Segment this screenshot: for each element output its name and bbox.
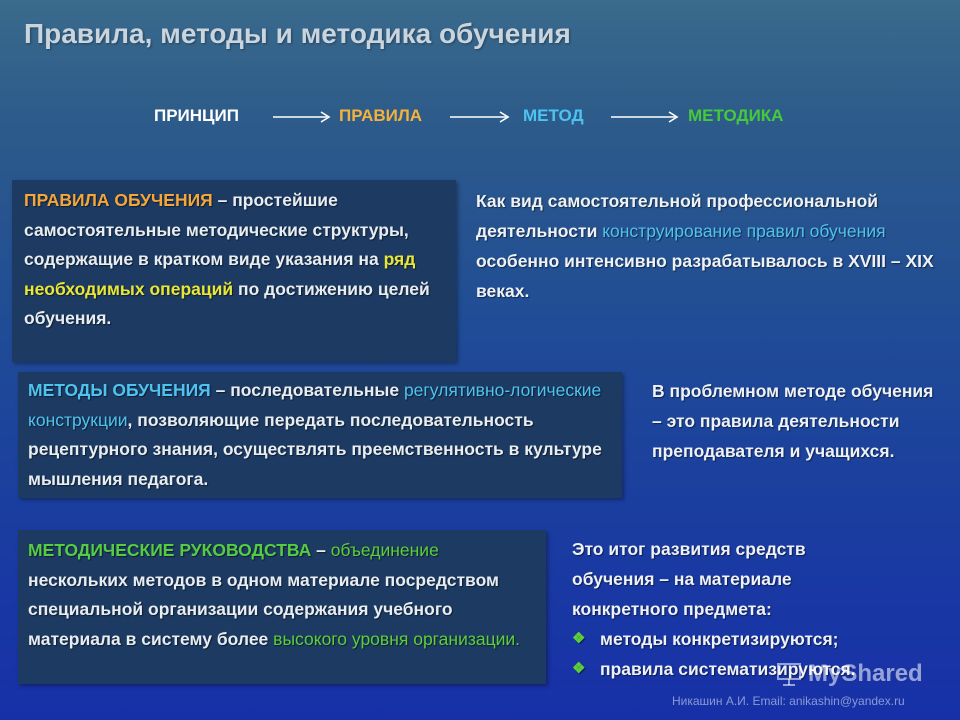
rules-history-note xyxy=(476,186,948,306)
footer-author: Никашин А.И. Email: anikashin@yandex.ru xyxy=(672,694,905,708)
diamond-bullet-icon: ❖ xyxy=(572,630,586,647)
guides-term: МЕТОДИЧЕСКИЕ РУКОВОДСТВА xyxy=(28,540,312,560)
methods-text-1: – последовательные xyxy=(210,380,404,400)
presentation-icon xyxy=(776,661,802,687)
rules-note-text-2: особенно интенсивно разрабатывалось в XVIII – XIX веках. xyxy=(476,251,934,301)
guides-definition-box xyxy=(18,530,546,684)
flow-step-principle: ПРИНЦИП xyxy=(154,106,239,125)
slide-title: Правила, методы и методика обучения xyxy=(24,18,571,49)
bullet-text: методы конкретизируются; xyxy=(600,629,839,649)
methods-definition-box xyxy=(18,372,622,498)
concept-flow xyxy=(0,106,960,130)
methods-note-text: В проблемном методе обучения – это правила деятельности преподавателя и учащихся. xyxy=(652,381,934,461)
methods-term: МЕТОДЫ ОБУЧЕНИЯ xyxy=(28,380,211,400)
guides-highlight-2: высокого уровня организации. xyxy=(273,628,521,649)
flow-step-rules: ПРАВИЛА xyxy=(339,106,423,125)
arrow-right-icon xyxy=(610,109,682,125)
rules-term: ПРАВИЛА ОБУЧЕНИЯ xyxy=(24,190,213,210)
diamond-bullet-icon: ❖ xyxy=(572,660,586,677)
watermark-text: MyShared xyxy=(808,660,923,687)
methods-problem-note xyxy=(652,376,944,466)
bullet-text: правила систематизируются. xyxy=(600,659,856,679)
rules-note-highlight: конструирование правил обучения xyxy=(602,221,886,241)
guides-text-1: нескольких методов в одном материале посредством специальной организации содержания учебного материала в систему более xyxy=(28,569,499,649)
rules-text-2: по достижению целей обучения. xyxy=(24,278,430,328)
rules-text-1: – простейшие самостоятельные методические структуры, содержащие в кратком виде указания на xyxy=(24,190,409,269)
guides-note-text: Это итог развития средств обучения – на материале конкретного предмета: xyxy=(572,539,806,619)
rules-note-text-1: Как вид самостоятельной профессиональной деятельности xyxy=(476,191,879,241)
methods-highlight: регулятивно-логические конструкции xyxy=(28,380,602,430)
rules-highlight: ряд необходимых операций xyxy=(24,249,416,299)
guides-highlight-1: объединение xyxy=(330,540,439,560)
methods-text-2: , позволяющие передать последовательность рецептурного знания, осуществлять преемственность в культуре мышления педагога. xyxy=(28,409,602,489)
guides-text-0: – xyxy=(311,540,331,560)
watermark xyxy=(776,660,923,688)
arrow-right-icon xyxy=(449,109,513,125)
flow-step-methodology: МЕТОДИКА xyxy=(688,106,784,125)
rules-definition-box xyxy=(12,180,456,362)
flow-step-method: МЕТОД xyxy=(523,106,584,125)
list-item xyxy=(572,624,872,654)
arrow-right-icon xyxy=(272,109,334,125)
